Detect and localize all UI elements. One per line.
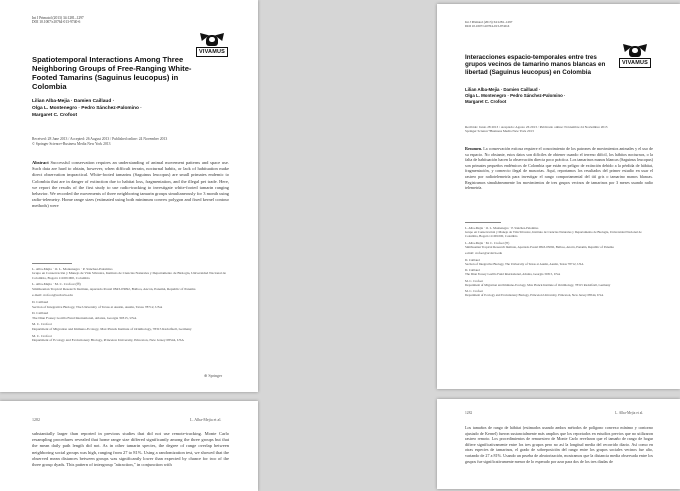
affiliation-line: L. Alba-Mejia · M. C. Crofoot (✉)	[32, 282, 81, 287]
affiliation-line: D. Caillaud	[32, 300, 49, 305]
paper-title: Spatiotemporal Interactions Among Three Neighboring Groups of Free-Ranging White-Footed Tamarins (Saguinus leucopus) in Colombia	[32, 55, 192, 91]
affiliation-line: Department of Ecology and Evolutionary Biology, Princeton University, Princeton, New Jersey 08544, USA	[32, 337, 184, 342]
author-list: Lilian Alba-Mejia · Damien Caillaud · Olga L. Montenegro · Pedro Sánchez-Palomino · Margaret C. Crofoot	[465, 87, 566, 105]
affiliation-line: D. Caillaud	[465, 257, 480, 262]
body-text: substantially larger than reported in previous studies that did not use remote-tracking. Monte Carlo resampling procedures revealed that home range size differed significantly among the three groups but that the mean daily path length did not. As in other tamarin species, the degree of range overlap between neighboring social groups was high, ranging from 27 to 81%. Using a randomization test, we showed that the observed mean distances between groups was significantly lower than expected by chance for two of the three group dyads. This pattern of intergroup "attraction," in conjunction with	[32, 431, 229, 468]
affiliation-line: L. Alba-Mejia · M. C. Crofoot (✉)	[465, 240, 510, 245]
affiliation-line: e-mail: crofoot@ucdavis.edu	[32, 293, 73, 298]
affiliation-line: D. Caillaud	[465, 268, 480, 272]
page-number: 1282	[465, 411, 473, 415]
running-head: L. Alba-Mejia et al.	[190, 417, 222, 422]
affiliation-line: Smithsonian Tropical Research Institute, Apartado Postal 0843-03092, Balboa, Ancón, Panamá, Republic of Panama	[32, 286, 196, 291]
affiliation-line: M. C. Crofoot	[465, 289, 484, 293]
affiliation-line: Section of Integrative Biology, The University of Texas at Austin, Austin, Texas 78712, USA	[32, 304, 163, 309]
journal-reference: Int J Primatol (2013) 34:1281–1297 DOI 10.1007/s10764-013-9740-6	[32, 16, 84, 25]
affiliation-line: The Dian Fossey Gorilla Fund International, Atlanta, Georgia 30315, USA	[465, 272, 561, 276]
affiliations	[465, 226, 653, 300]
affiliation-line: Section of Integrative Biology, The University of Texas at Austin, Austin, Texas 78712, USA	[465, 261, 584, 266]
page-number: 1282	[32, 417, 40, 422]
author-list: Lilian Alba-Mejia · Damien Caillaud · Olga L. Montenegro · Pedro Sánchez-Palomino · Margaret C. Crofoot	[32, 99, 142, 118]
dates-copyright: Received: 28 June 2013 / Accepted: 26 August 2013 / Published online: 24 November 2013 © Springer Science+Business Media New York 2013	[32, 137, 168, 146]
affiliation-line: Department of Ecology and Evolutionary Biology, Princeton University, Princeton, New Jersey 08544, USA	[465, 293, 604, 297]
affiliation-line: Department of Migration and Immuno-Ecology, Max Planck Institute of Ornithology, 78315 Radolfzell, Germany	[32, 326, 192, 331]
springer-logo: ⊕ Springer	[204, 373, 223, 378]
dates-copyright: Recibido: Junio 28 2013 / Aceptado: Agosto 26 2013 / Publicado online: Noviembre 24 Noviembre 2013 Springer Science+Business Media New York 2013	[465, 125, 608, 134]
affiliation-line: Grupo en Conservación y Manejo de Vida Silvestre, Instituto de Ciencias Naturales y Departamento de Biología, Universidad Nacional de Colombia, Bogotá 111001000, Colombia	[32, 271, 226, 280]
affiliation-line: The Dian Fossey Gorilla Fund International, Atlanta, Georgia 30315, USA	[32, 315, 137, 320]
affiliation-line: Grupo en Conservación y Manejo de Vida Silvestre, Instituto de Ciencias Naturales y Departamento de Biología, Universidad Nacional de Colombia, Bogotá 111001000, Colombia	[465, 230, 642, 238]
affiliation-line: M. C. Crofoot	[32, 322, 52, 327]
affiliations	[32, 267, 229, 345]
affiliation-line: D. Caillaud	[32, 311, 49, 316]
abstract: Abstract Successful conservation requires an understanding of animal movement patterns and space use. Such data are hard to obtain, however, when difficult terrain, nocturnal habits, or lack of habituation make direct observation impractical. White-footed tamarins (Saguinus leucopus) are small primates endemic to Colombia that are in danger of extinction due to habitat loss, fragmentation, and the illegal pet trade. Here, we report the results of the first study to use radio-tracking to investigate white-footed tamarin ranging behavior. We recorded the movements of three neighboring tamarin groups simultaneously for 3 month using radio-telemetry. Home range sizes (estimated using both minimum convex polygon and fixed kernel contour methods) were	[32, 160, 229, 209]
running-head: L. Alba-Mejia et al.	[615, 411, 644, 415]
spanish-page-2	[437, 399, 680, 489]
english-page-2	[0, 401, 258, 491]
vivamus-logo: VIVAMUS	[196, 33, 228, 57]
footnote-rule	[465, 222, 501, 223]
vivamus-logo: VIVAMUS	[619, 44, 651, 68]
abstract: Resumen. La conservación exitosa requiere el conocimiento de los patrones de movimientos animales y el uso de su espacio. No obstante, estos datos son difíciles de obtener cuando el terreno difícil, los hábitos nocturnos, o la falta de habituación hacen la observación directa poco práctica. Los tamarinos manos blancas (Saguinus leucopus) son primates pequeños endémicos de Colombia que están en peligro de extinción debido a la pérdida de hábitat, fragmentación, y comercio ilegal de mascotas. Aquí, reportamos los resultados del primer estudio en usar el rastreo por radiotelemetría para investigar el rango comportamental del tití gris o tamarino manos blancas. Registramos simultáneamente los movimientos de tres grupos vecinos de tamarinos por 3 meses usando radio telemetría.	[465, 146, 653, 191]
affiliation-line: e-mail: crofoot@ucdavis.edu	[465, 251, 503, 255]
body-text: Los tamaños de rango de hábitat (estimados usando ambos métodos de polígono convexo mínimo y contorno ajustado de Kernel) fueron sustancialmente más amplios que los reportados en estudios previos que no utilizaron rastreo remoto. Los procedimientos de remuestreo de Monte Carlo revelaron que el tamaño de rango de hogar difiere significativamente entre los tres grupos pero no así la longitud media del recorrido diario. Así como en otras especies de tamarinos, el grado de sobreposición del rango entre los grupos sociales vecinos fue alto, variando de 27 a 81%. Usando un prueba de aleatorización, mostramos que la distancia media observada entre los grupos fue significativamente menor de lo esperado por azar para dos de los tres diadas de	[465, 425, 653, 464]
affiliation-line: M. C. Crofoot	[32, 333, 52, 338]
affiliation-line: L. Alba-Mejia · O. L. Montenegro · P. Sánchez-Palomino	[32, 267, 113, 271]
affiliation-line: L. Alba-Mejia · O. L. Montenegro · P. Sánchez-Palomino	[465, 226, 539, 230]
affiliation-line: M. C. Crofoot	[465, 278, 484, 283]
english-page-1	[0, 0, 258, 392]
journal-reference: Int J Primatol (2013) 34:1281–1297 DOI 10.1007/s10764-013-9740-6	[465, 20, 513, 28]
footnote-rule	[32, 263, 72, 264]
affiliation-line: Smithsonian Tropical Research Institute, Apartado Postal 0843-03092, Balboa, Ancón, Panamá, Republic of Panama	[465, 244, 614, 249]
affiliation-line: Department of Migration and Immuno-Ecology, Max Planck Institute of Ornithology, 78315 Radolfzell, Germany	[465, 282, 611, 287]
paper-title: Interacciones espacio-temporales entre tres grupos vecinos de tamarino manos blancas en libertad (Saguinus leucopus) en Colombia	[465, 54, 606, 76]
spanish-page-1	[437, 4, 680, 389]
